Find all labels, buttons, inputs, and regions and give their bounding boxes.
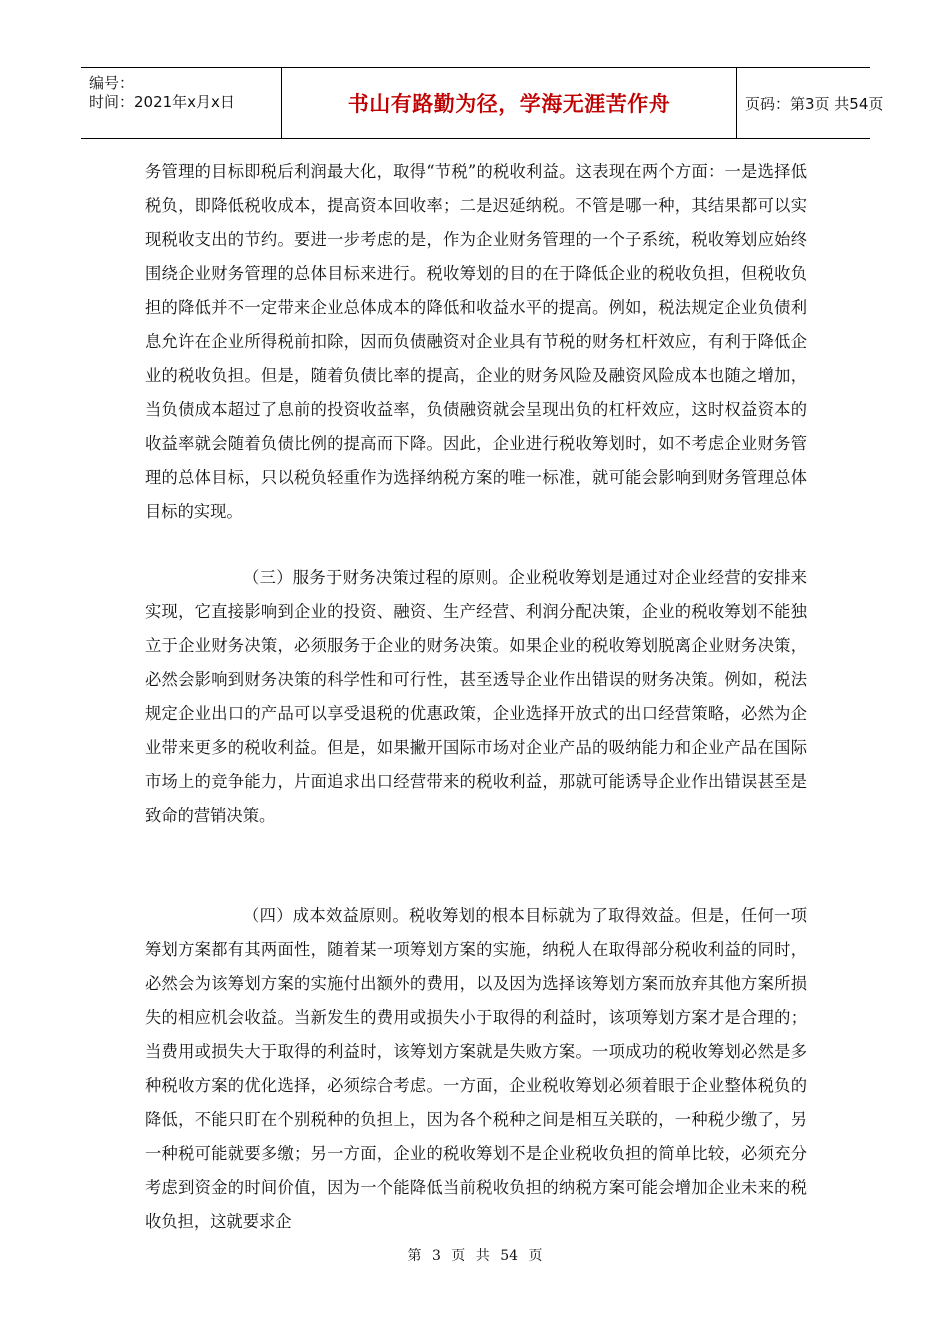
document-date-label: 时间：2021年x月x日 xyxy=(89,93,235,111)
paragraph-continued: 务管理的目标即税后利润最大化，取得“节税”的税收利益。这表现在两个方面：一是选择低税负，即降低税收成本，提高资本回收率；二是迟延纳税。不管是哪一种，其结果都可以实现税收支出的节约。要进一步考虑的是，作为企业财务管理的一个子系统，税收筹划应始终围绕企业财务管理的总体目标来进行。税收筹划的目的在于降低企业的税收负担，但税收负担的降低并不一定带来企业总体成本的降低和收益水平的提高。例如，税法规定企业负债利息允许在企业所得税前扣除，因而负债融资对企业具有节税的财务杠杆效应，有利于降低企业的税收负担。但是，随着负债比率的提高，企业的财务风险及融资风险成本也随之增加，当负债成本超过了息前的投资收益率，负债融资就会呈现出负的杠杆效应，这时权益资本的收益率就会随着负债比例的提高而下降。因此，企业进行税收筹划时，如不考虑企业财务管理的总体目标，只以税负轻重作为选择纳税方案的唯一标准，就可能会影响到财务管理总体目标的实现。 xyxy=(145,162,807,521)
document-number-label: 编号： xyxy=(89,74,135,92)
page-header xyxy=(81,67,884,139)
header-motto-cell xyxy=(282,68,737,138)
header-meta-cell xyxy=(81,68,282,138)
header-motto: 书山有路勤为径，学海无涯苦作舟 xyxy=(347,92,671,116)
paragraph-principle-four: （四）成本效益原则。税收筹划的根本目标就为了取得效益。但是，任何一项筹划方案都有其两面性，随着某一项筹划方案的实施，纳税人在取得部分税收利益的同时，必然会为该筹划方案的实施付出额外的费用，以及因为选择该筹划方案而放弃其他方案所损失的相应机会收益。当新发生的费用或损失小于取得的利益时，该项筹划方案才是合理的；当费用或损失大于取得的利益时，该筹划方案就是失败方案。一项成功的税收筹划必然是多种税收方案的优化选择，必须综合考虑。一方面，企业税收筹划必须着眼于企业整体税负的降低，不能只盯在个别税种的负担上，因为各个税种之间是相互关联的，一种税少缴了，另一种税可能就要多缴；另一方面，企业的税收筹划不是企业税收负担的简单比较，必须充分考虑到资金的时间价值，因为一个能降低当前税收负担的纳税方案可能会增加企业未来的税收负担，这就要求企 xyxy=(145,906,807,1231)
document-body xyxy=(145,155,807,1239)
header-page-info: 页码：第3页 共54页 xyxy=(745,94,884,113)
paragraph-principle-three: （三）服务于财务决策过程的原则。企业税收筹划是通过对企业经营的安排来实现，它直接影响到企业的投资、融资、生产经营、利润分配决策，企业的税收筹划不能独立于企业财务决策，必须服务于企业的财务决策。如果企业的税收筹划脱离企业财务决策，必然会影响到财务决策的科学性和可行性，甚至透导企业作出错误的财务决策。例如，税法规定企业出口的产品可以享受退税的优惠政策，企业选择开放式的出口经营策略，必然为企业带来更多的税收利益。但是，如果撇开国际市场对企业产品的吸纳能力和企业产品在国际市场上的竞争能力，片面追求出口经营带来的税收利益，那就可能诱导企业作出错误甚至是致命的营销决策。 xyxy=(145,568,807,825)
page-footer: 第 3 页 共 54 页 xyxy=(407,1248,543,1264)
